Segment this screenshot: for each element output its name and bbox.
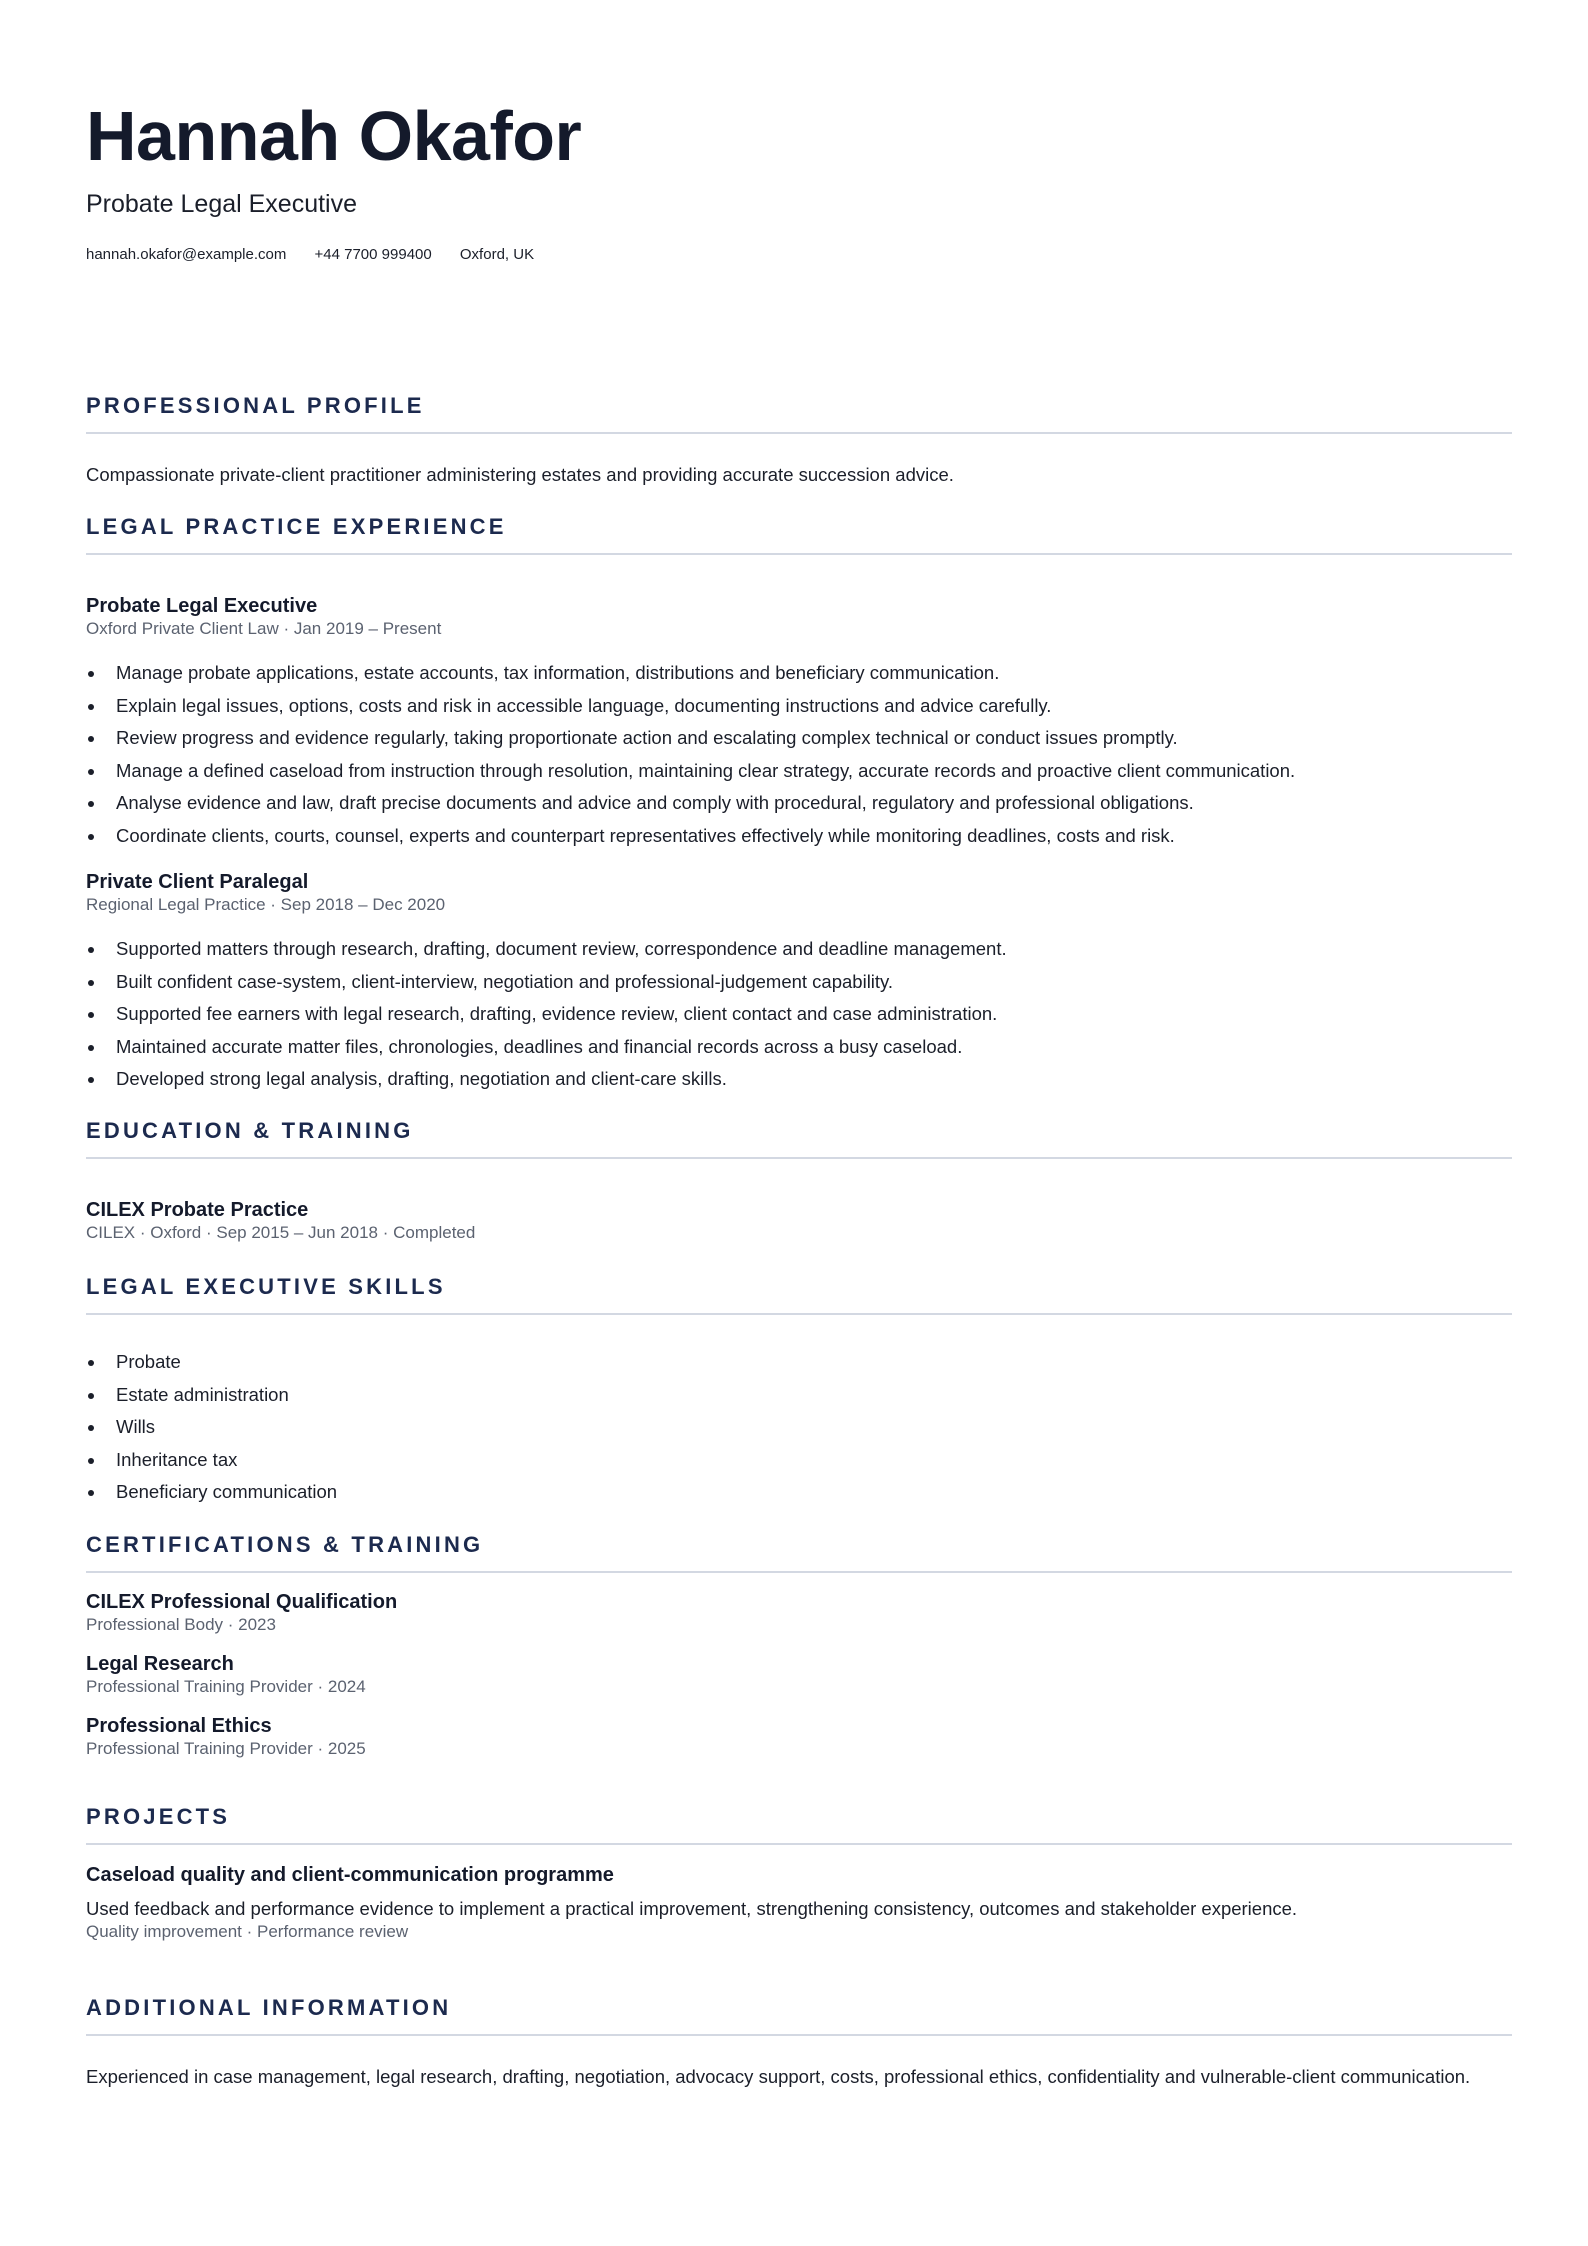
certification-title: Professional Ethics bbox=[86, 1715, 272, 1737]
job-bullets bbox=[86, 933, 1512, 1096]
section-title-certifications: CERTIFICATIONS & TRAINING bbox=[86, 1532, 484, 1557]
job-title: Private Client Paralegal bbox=[86, 871, 309, 893]
skills-list bbox=[86, 1346, 1512, 1509]
section-divider bbox=[86, 1313, 1512, 1315]
contact-phone[interactable]: +44 7700 999400 bbox=[314, 246, 432, 263]
certification-meta: Professional Training Provider · 2024 bbox=[86, 1677, 366, 1696]
skill-item: Probate bbox=[86, 1346, 1512, 1379]
certification-title: CILEX Professional Qualification bbox=[86, 1591, 398, 1613]
list-item: Manage probate applications, estate accounts, tax information, distributions and beneficiary communication. bbox=[86, 657, 1512, 690]
contact-line bbox=[86, 244, 558, 266]
list-item: Analyse evidence and law, draft precise documents and advice and comply with procedural, regulatory and professional obligations. bbox=[86, 787, 1512, 820]
list-item: Supported fee earners with legal research, drafting, evidence review, client contact and case administration. bbox=[86, 998, 1512, 1031]
section-title-education: EDUCATION & TRAINING bbox=[86, 1118, 414, 1143]
section-divider bbox=[86, 553, 1512, 555]
section-divider bbox=[86, 1843, 1512, 1845]
section-title-additional: ADDITIONAL INFORMATION bbox=[86, 1995, 452, 2020]
section-title-skills: LEGAL EXECUTIVE SKILLS bbox=[86, 1274, 446, 1299]
list-item: Maintained accurate matter files, chronologies, deadlines and financial records across a busy caseload. bbox=[86, 1031, 1512, 1064]
project-tags: Quality improvement · Performance review bbox=[86, 1922, 409, 1941]
job-meta: Regional Legal Practice · Sep 2018 – Dec 2020 bbox=[86, 895, 446, 914]
section-divider bbox=[86, 2034, 1512, 2036]
list-item: Supported matters through research, drafting, document review, correspondence and deadline management. bbox=[86, 933, 1512, 966]
section-title-profile: PROFESSIONAL PROFILE bbox=[86, 393, 425, 418]
education-meta: CILEX · Oxford · Sep 2015 – Jun 2018 · Completed bbox=[86, 1223, 476, 1242]
profile-summary: Compassionate private-client practitioner administering estates and providing accurate succession advice. bbox=[86, 464, 954, 485]
certification-meta: Professional Body · 2023 bbox=[86, 1615, 276, 1634]
job-bullets bbox=[86, 657, 1512, 852]
education-title: CILEX Probate Practice bbox=[86, 1199, 309, 1221]
project-title: Caseload quality and client-communication programme bbox=[86, 1864, 614, 1886]
candidate-name: Hannah Okafor bbox=[86, 97, 582, 175]
list-item: Developed strong legal analysis, drafting, negotiation and client-care skills. bbox=[86, 1063, 1512, 1096]
section-title-projects: PROJECTS bbox=[86, 1804, 231, 1829]
section-divider bbox=[86, 1571, 1512, 1573]
project-description: Used feedback and performance evidence to implement a practical improvement, strengthening consistency, outcomes and stakeholder experience. bbox=[86, 1898, 1298, 1919]
contact-email[interactable]: hannah.okafor@example.com bbox=[86, 246, 287, 263]
list-item: Coordinate clients, courts, counsel, experts and counterpart representatives effectively while monitoring deadlines, costs and risk. bbox=[86, 820, 1512, 853]
list-item: Explain legal issues, options, costs and risk in accessible language, documenting instructions and advice carefully. bbox=[86, 690, 1512, 723]
section-divider bbox=[86, 1157, 1512, 1159]
skill-item: Estate administration bbox=[86, 1379, 1512, 1412]
candidate-role: Probate Legal Executive bbox=[86, 190, 358, 218]
job-meta: Oxford Private Client Law · Jan 2019 – Present bbox=[86, 619, 442, 638]
certification-meta: Professional Training Provider · 2025 bbox=[86, 1739, 366, 1758]
list-item: Manage a defined caseload from instruction through resolution, maintaining clear strategy, accurate records and proactive client communication. bbox=[86, 755, 1512, 788]
skill-item: Beneficiary communication bbox=[86, 1476, 1512, 1509]
certification-title: Legal Research bbox=[86, 1653, 234, 1675]
section-divider bbox=[86, 432, 1512, 434]
job-title: Probate Legal Executive bbox=[86, 595, 318, 617]
list-item: Built confident case-system, client-interview, negotiation and professional-judgement capability. bbox=[86, 966, 1512, 999]
list-item: Review progress and evidence regularly, taking proportionate action and escalating complex technical or conduct issues promptly. bbox=[86, 722, 1512, 755]
skill-item: Inheritance tax bbox=[86, 1444, 1512, 1477]
skill-item: Wills bbox=[86, 1411, 1512, 1444]
contact-location: Oxford, UK bbox=[459, 246, 535, 263]
additional-information: Experienced in case management, legal research, drafting, negotiation, advocacy support, costs, professional ethics, confidentiality and vulnerable-client communication. bbox=[86, 2066, 1471, 2087]
section-title-experience: LEGAL PRACTICE EXPERIENCE bbox=[86, 514, 507, 539]
